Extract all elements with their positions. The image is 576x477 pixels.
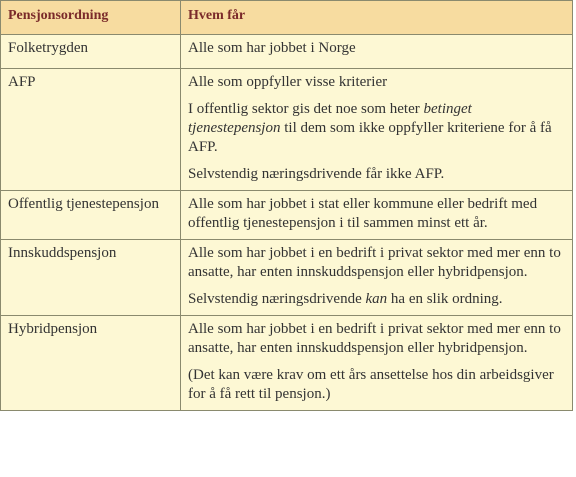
table-row	[1, 191, 573, 240]
text-run: Selvstendig næringsdrivende	[188, 291, 366, 307]
description-paragraph: Alle som har jobbet i Norge	[188, 40, 356, 56]
row-name: Folketrygden	[1, 35, 181, 69]
row-name: Offentlig tjenestepensjon	[1, 191, 181, 240]
text-run: ha en slik ordning.	[387, 291, 503, 307]
description-paragraph	[188, 290, 565, 309]
table-row	[1, 316, 573, 411]
row-description	[181, 240, 573, 316]
header-hvem-faar: Hvem får	[181, 1, 573, 35]
row-name: Hybridpensjon	[1, 316, 181, 411]
table-row	[1, 69, 573, 191]
row-name: Innskuddspensjon	[1, 240, 181, 316]
header-pensjonsordning: Pensjonsordning	[1, 1, 181, 35]
table-row	[1, 35, 573, 69]
text-run: til dem som ikke oppfyller kriteriene for å få AFP.	[188, 120, 552, 155]
row-name: AFP	[1, 69, 181, 191]
description-paragraph: Selvstendig næringsdrivende får ikke AFP.	[188, 166, 445, 182]
row-description	[181, 316, 573, 411]
row-description	[181, 35, 573, 69]
description-paragraph: (Det kan være krav om ett års ansettelse hos din arbeidsgiver for å få rett til pensjon.)	[188, 367, 554, 402]
emphasis-text: betinget tjenestepensjon	[188, 101, 472, 136]
table-header-row	[1, 1, 573, 35]
description-paragraph: Alle som har jobbet i en bedrift i privat sektor med mer enn to ansatte, har enten innskuddspensjon eller hybridpensjon.	[188, 321, 561, 356]
description-paragraph: Alle som har jobbet i en bedrift i privat sektor med mer enn to ansatte, har enten innskuddspensjon eller hybridpensjon.	[188, 245, 561, 280]
description-paragraph: Alle som oppfyller visse kriterier	[188, 74, 388, 90]
description-paragraph: Alle som har jobbet i stat eller kommune eller bedrift med offentlig tjenestepensjon i til sammen minst ett år.	[188, 196, 538, 231]
table-row	[1, 240, 573, 316]
text-run: I offentlig sektor gis det noe som heter	[188, 101, 424, 117]
row-description	[181, 69, 573, 191]
description-paragraph	[188, 100, 565, 157]
emphasis-text: kan	[365, 291, 388, 307]
row-description	[181, 191, 573, 240]
